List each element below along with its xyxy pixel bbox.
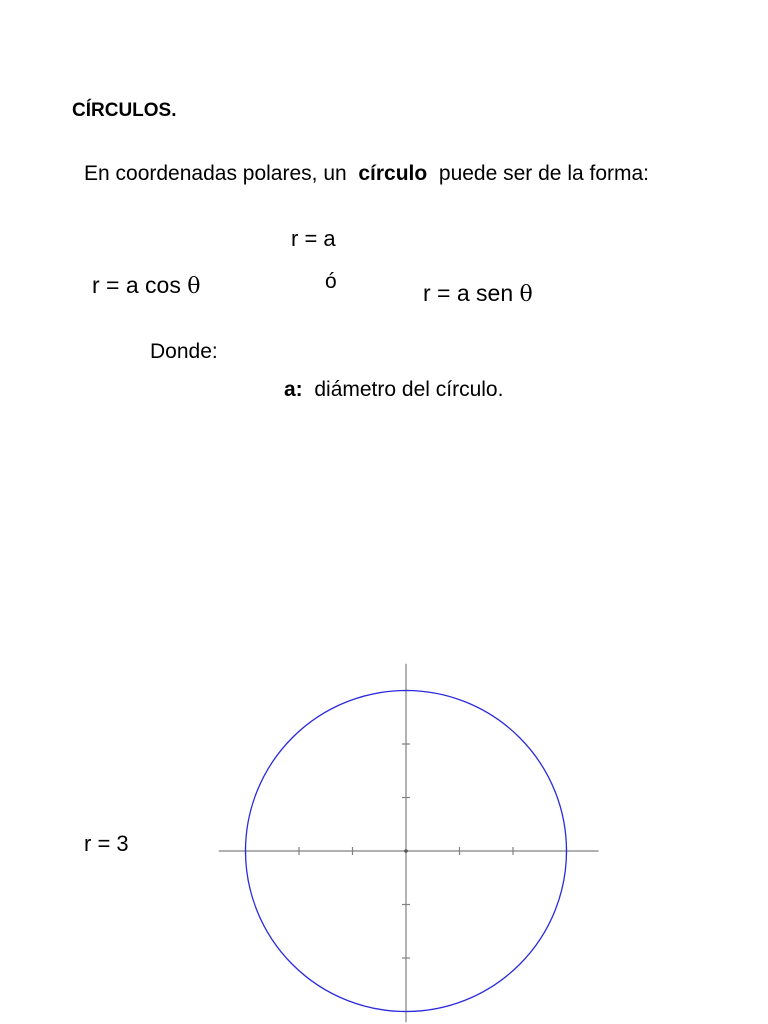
intro-bold-term: círculo <box>358 162 428 185</box>
donde-label: Donde: <box>150 340 218 363</box>
theta-symbol: θ <box>519 282 533 307</box>
equation-cos-text: r = a cos <box>92 272 181 298</box>
intro-text-before: En coordenadas polares, un <box>84 162 347 185</box>
definition-text: diámetro del círculo. <box>314 378 504 401</box>
equation-sen-text: r = a sen <box>423 280 514 306</box>
intro-text-after: puede ser de la forma: <box>438 162 650 185</box>
equation-r-a-sen-theta <box>423 280 533 307</box>
origin-point <box>404 849 408 853</box>
equation-r-a-cos-theta <box>92 272 201 299</box>
intro-paragraph <box>84 162 649 186</box>
definition-line <box>284 378 503 402</box>
or-connector: ó <box>325 270 337 293</box>
theta-symbol: θ <box>187 274 201 299</box>
equation-r-equals-a: r = a <box>291 226 336 251</box>
section-heading: CÍRCULOS. <box>72 100 177 121</box>
polar-circle-plot <box>210 660 610 1024</box>
graph-equation-label: r = 3 <box>84 831 129 856</box>
definition-term: a: <box>284 378 303 401</box>
